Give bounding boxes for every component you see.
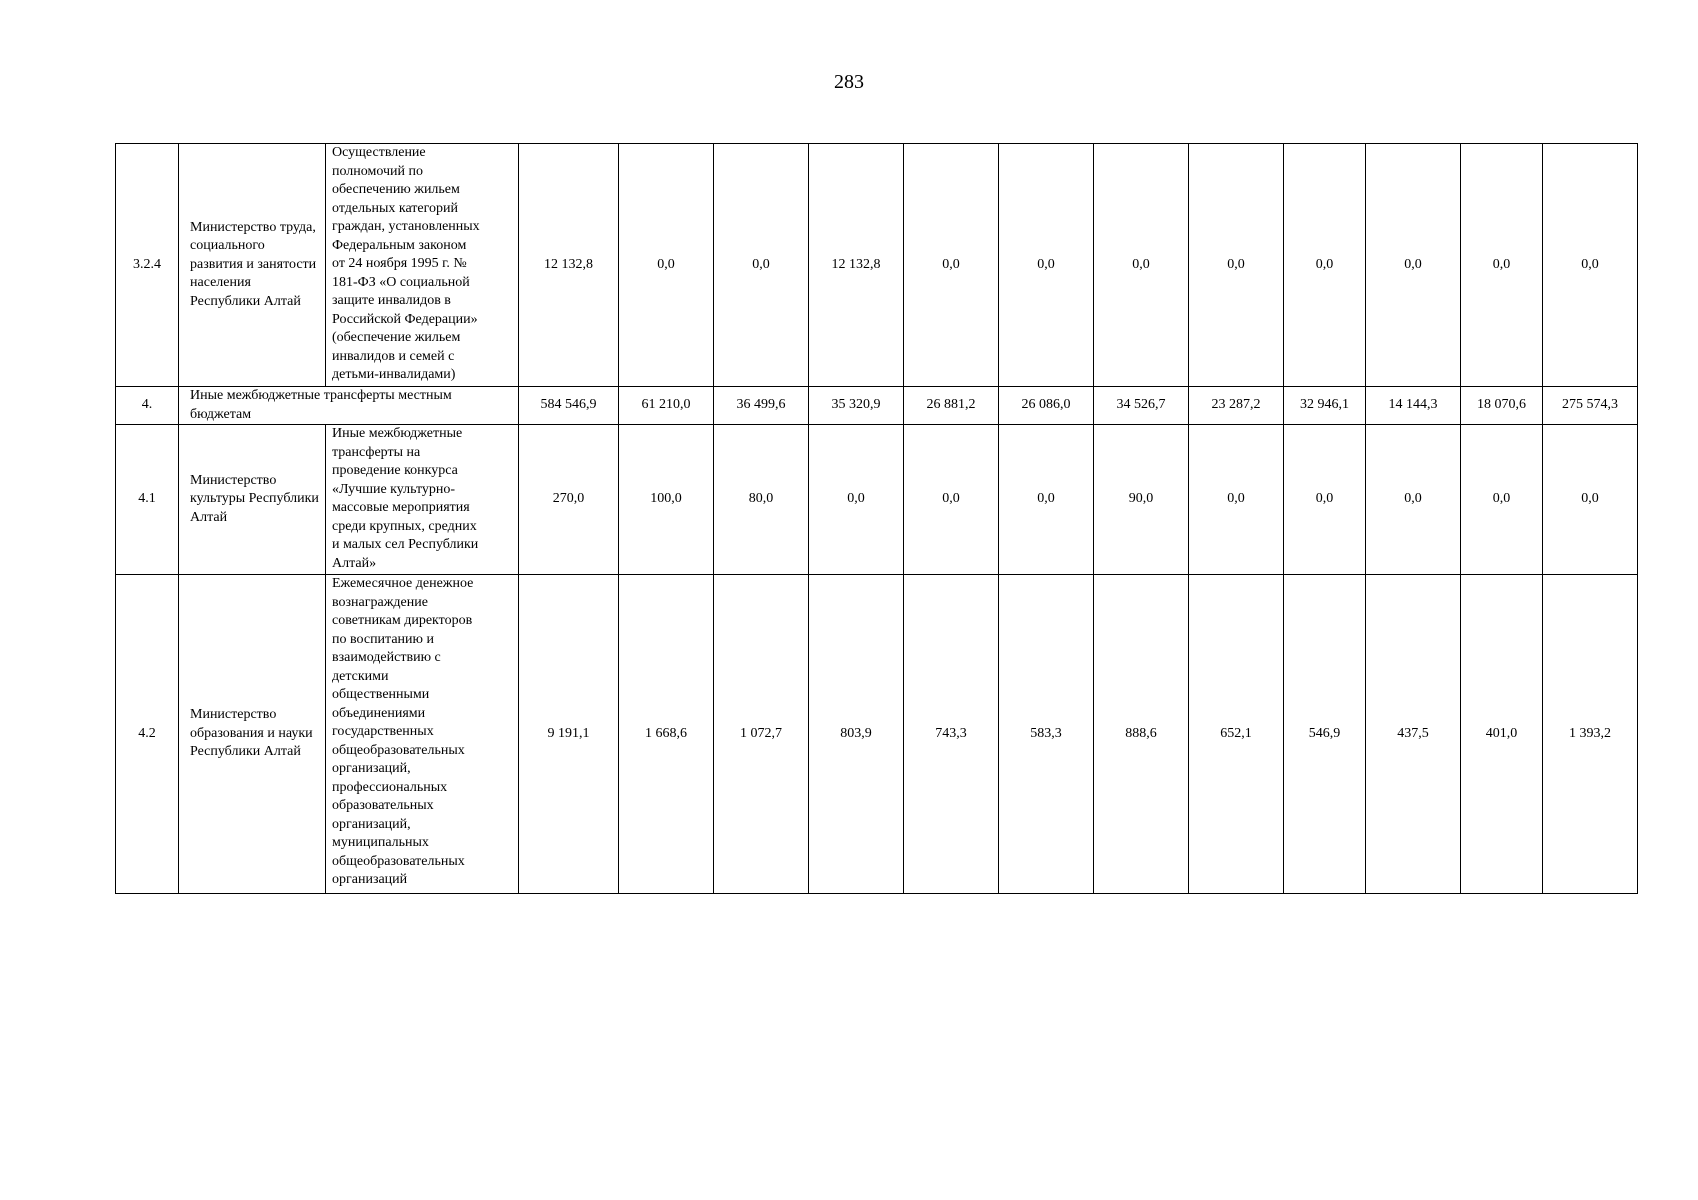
description-line: инвалидов и семей с: [332, 348, 455, 364]
year-value: 34 526,7: [1094, 387, 1189, 425]
description-line: объединениями: [332, 705, 426, 721]
year-value: 743,3: [904, 575, 999, 894]
description-line: среди крупных, средних: [332, 518, 477, 534]
description-line: Федеральным законом: [332, 237, 467, 253]
year-value: 80,0: [714, 425, 809, 575]
row-number: 4.: [116, 387, 179, 425]
description-line: трансферты на: [332, 444, 421, 460]
description-line: муниципальных: [332, 835, 429, 850]
row-label: Иные межбюджетные трансферты местным бюджетам: [179, 387, 519, 425]
year-value: 546,9: [1284, 575, 1366, 894]
description-line: советникам директоров: [332, 613, 473, 628]
year-value: 437,5: [1366, 575, 1461, 894]
year-value: 652,1: [1189, 575, 1284, 894]
description-line: граждан, установленных: [332, 219, 480, 234]
description-line: (обеспечение жильем: [332, 330, 461, 345]
table-row: [116, 425, 1638, 575]
year-value: 0,0: [1461, 144, 1543, 387]
description-line: обеспечению жильем: [332, 182, 460, 197]
year-value: 0,0: [1189, 144, 1284, 387]
year-value: 0,0: [999, 144, 1094, 387]
measure-description: [326, 144, 519, 387]
year-value: 0,0: [1094, 144, 1189, 387]
year-value: 583,3: [999, 575, 1094, 894]
year-value: 0,0: [999, 425, 1094, 575]
total-value: 12 132,8: [519, 144, 619, 387]
description-line: Ежемесячное денежное: [332, 576, 474, 591]
responsible-org: Министерство культуры Республики Алтай: [179, 425, 326, 575]
year-value: 100,0: [619, 425, 714, 575]
year-value: 1 072,7: [714, 575, 809, 894]
description-line: массовые мероприятия: [332, 500, 470, 515]
description-line: взаимодействию с: [332, 650, 441, 665]
total-value: 584 546,9: [519, 387, 619, 425]
total-value: 9 191,1: [519, 575, 619, 894]
row-number: 4.2: [116, 575, 179, 894]
year-value: 35 320,9: [809, 387, 904, 425]
description-line: от 24 ноября 1995 г. №: [332, 256, 467, 271]
year-value: 0,0: [1284, 144, 1366, 387]
total-value: 270,0: [519, 425, 619, 575]
year-value: 14 144,3: [1366, 387, 1461, 425]
description-line: отдельных категорий: [332, 200, 459, 216]
year-value: 1 668,6: [619, 575, 714, 894]
year-value: 0,0: [1284, 425, 1366, 575]
description-line: детьми-инвалидами): [332, 367, 456, 382]
year-value: 90,0: [1094, 425, 1189, 575]
description-line: общеобразовательных: [332, 853, 465, 869]
year-value: 0,0: [1189, 425, 1284, 575]
description-line: государственных: [332, 724, 434, 739]
year-value: 0,0: [1461, 425, 1543, 575]
description-line: организаций: [332, 872, 408, 887]
year-value: 888,6: [1094, 575, 1189, 894]
description-line: общеобразовательных: [332, 742, 465, 758]
description-line: защите инвалидов в: [332, 293, 451, 308]
description-line: профессиональных: [332, 779, 448, 795]
description-line: образовательных: [332, 798, 434, 813]
year-value: 12 132,8: [809, 144, 904, 387]
description-line: Осуществление: [332, 145, 426, 160]
year-value: 0,0: [904, 144, 999, 387]
year-value: 26 086,0: [999, 387, 1094, 425]
description-line: «Лучшие культурно-: [332, 481, 456, 497]
row-number: 3.2.4: [116, 144, 179, 387]
year-value: 0,0: [809, 425, 904, 575]
description-line: Российской Федерации»: [332, 311, 478, 327]
year-value: 0,0: [619, 144, 714, 387]
responsible-org: Министерство труда, социального развития и занятости населения Республики Алтай: [179, 144, 326, 387]
year-value: 0,0: [1543, 144, 1638, 387]
description-line: общественными: [332, 687, 430, 702]
page-number: 283: [834, 71, 864, 93]
description-line: Иные межбюджетные: [332, 426, 463, 441]
description-line: по воспитанию и: [332, 631, 434, 647]
description-line: детскими: [332, 668, 389, 684]
year-value: 401,0: [1461, 575, 1543, 894]
budget-table: [115, 143, 1638, 894]
year-value: 0,0: [1543, 425, 1638, 575]
year-value: 32 946,1: [1284, 387, 1366, 425]
description-line: организаций,: [332, 761, 411, 776]
description-line: организаций,: [332, 816, 411, 832]
year-value: 26 881,2: [904, 387, 999, 425]
year-value: 36 499,6: [714, 387, 809, 425]
year-value: 23 287,2: [1189, 387, 1284, 425]
measure-description: [326, 425, 519, 575]
row-number: 4.1: [116, 425, 179, 575]
year-value: 803,9: [809, 575, 904, 894]
description-line: вознаграждение: [332, 594, 428, 610]
year-value: 0,0: [714, 144, 809, 387]
table-body: [116, 144, 1638, 894]
year-value: 18 070,6: [1461, 387, 1543, 425]
year-value: 275 574,3: [1543, 387, 1638, 425]
description-line: 181-ФЗ «О социальной: [332, 274, 470, 290]
year-value: 0,0: [1366, 425, 1461, 575]
year-value: 0,0: [904, 425, 999, 575]
description-line: Алтай»: [332, 555, 377, 571]
description-line: полномочий по: [332, 163, 424, 179]
description-line: и малых сел Республики: [332, 537, 479, 552]
table-row: [116, 387, 1638, 425]
table-row: [116, 575, 1638, 894]
measure-description: [326, 575, 519, 894]
responsible-org: Министерство образования и науки Республики Алтай: [179, 575, 326, 894]
year-value: 0,0: [1366, 144, 1461, 387]
year-value: 1 393,2: [1543, 575, 1638, 894]
description-line: проведение конкурса: [332, 463, 458, 478]
year-value: 61 210,0: [619, 387, 714, 425]
table-row: [116, 144, 1638, 387]
